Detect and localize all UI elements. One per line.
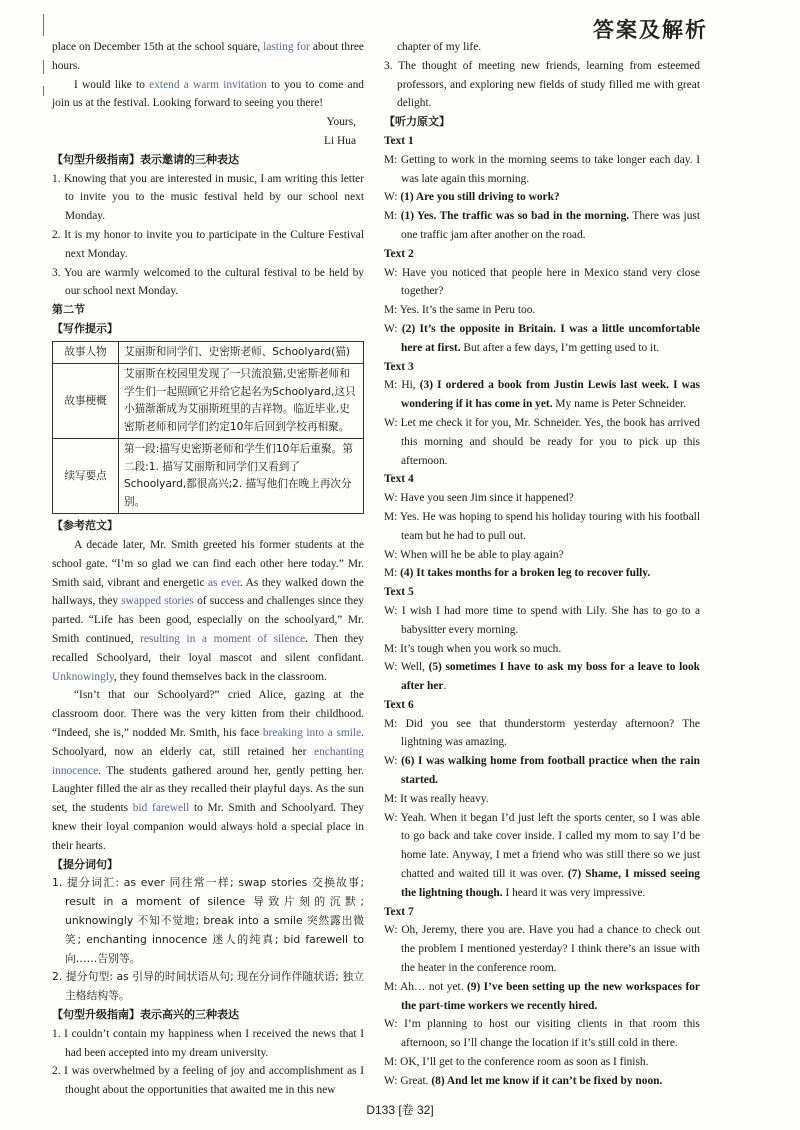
dialogue-line — [384, 715, 700, 753]
listening-transcript — [384, 132, 700, 1091]
text-run: W: Have you seen Jim since it happened? — [384, 492, 574, 505]
happy-list — [52, 1025, 364, 1100]
text-heading: Text 1 — [384, 134, 414, 147]
text-run: M: — [384, 210, 401, 223]
dialogue-line — [384, 207, 700, 245]
list-item: 3. You are warmly welcomed to the cultural festival to be held by our school next Monday. — [52, 266, 364, 298]
table-value: 艾丽斯在校园里发现了一只流浪猫,史密斯老师和学生们一起照顾它并给它起名为Schoolyard,这只小猫渐渐成为艾丽斯班里的吉祥物。临近毕业,史密斯老师和同学们约定10年后回到学校再相聚。 — [119, 364, 364, 439]
text-run: . Schoolyard, now an elderly cat, still retained her — [52, 727, 364, 758]
text-run: M: OK, I’ll get to the conference room as soon as I finish. — [384, 1056, 649, 1069]
highlight-phrase: swapped stories — [121, 595, 194, 608]
dialogue-line — [384, 489, 700, 508]
text-run: , they found themselves back in the classroom. — [113, 670, 327, 683]
letter-signature: Li Hua — [324, 134, 356, 147]
text-heading: Text 7 — [384, 905, 414, 918]
highlight-phrase: as ever — [208, 576, 240, 589]
dialogue-line — [384, 921, 700, 977]
dialogue-line — [384, 301, 700, 320]
dialogue-line — [384, 508, 700, 546]
table-row — [53, 341, 364, 364]
dialogue-line — [384, 414, 700, 470]
text-heading: Text 2 — [384, 247, 414, 260]
letter-paragraph: I would like to extend a warm invitation to you to come and join us at the festival. Looking forward to seeing you there! — [52, 78, 364, 110]
text-run: W: Let me check it for you, Mr. Schneider. Yes, the book has arrived this morning and should be ready for you to pick up this afternoon. — [384, 416, 700, 467]
left-column — [52, 38, 364, 1100]
text-run: A decade later, Mr. Smith greeted his former students at the school gate. “I’m so glad we can find each other here today.” Mr. Smith said, vibrant and energetic — [52, 539, 364, 589]
letter-closing: Yours, — [326, 116, 356, 129]
dialogue-line — [384, 640, 700, 659]
text-run: W: Oh, Jeremy, there you are. Have you had a chance to check out the problem I mentioned yesterday? I think there’s an issue with the heater in the conference room. — [384, 924, 700, 975]
text-run: M: — [384, 567, 401, 580]
text-run: M: Hi, — [384, 379, 420, 392]
text-run: . The students gathered around her, gently petting her. Laughter filled the air as they recalled their playful days. As the sun set, the students — [52, 764, 364, 815]
continued-line: chapter of my life. — [397, 41, 482, 53]
header-title: 答案及解析 — [593, 18, 708, 42]
writing-tips-table — [52, 341, 364, 515]
text-run: W: I’m planning to host our visiting clients in that room this afternoon, so I’ll change the location if it’s still cold in there. — [384, 1018, 700, 1050]
dialogue-line — [384, 546, 700, 565]
text-run: . Then they recalled Schoolyard, their loyal mascot and silent confidant. — [52, 633, 364, 664]
dialogue-line — [384, 151, 700, 189]
text-heading: Text 4 — [384, 473, 414, 486]
text-run: “Isn’t that our Schoolyard?” cried Alice, gazing at the classroom door. There was the very kitten from their childhood. “Indeed, she is,” nodded Mr. Smith, his face — [52, 689, 364, 740]
section-title: 【句型升级指南】表示邀请的三种表达 — [52, 152, 239, 166]
text-run: M: Ah… not yet. — [384, 980, 467, 993]
section-title: 【提分词句】 — [52, 857, 118, 871]
table-row — [53, 439, 364, 514]
text-run: . — [443, 680, 447, 693]
dialogue-line — [384, 188, 700, 207]
list-item: 1. I couldn’t contain my happiness when I received the news that I had been accepted into my dream university. — [52, 1027, 364, 1059]
writing-tips-title: 【写作提示】 — [52, 321, 118, 335]
answer-text: (8) And let me know if it can’t be fixed by noon. — [431, 1074, 663, 1087]
text-run: There was just one traffic jam after another on the road. — [401, 210, 700, 241]
page-edge-line — [43, 14, 44, 36]
text-run: . As they walked down the hallways, they — [52, 576, 364, 608]
list-item: 2. I was overwhelmed by a feeling of joy and accomplishment as I thought about the opportunities that awaited me in this new — [52, 1065, 364, 1097]
text-heading: Text 5 — [384, 586, 414, 599]
text-run: M: Yes. He was hoping to spend his holiday touring with his football team but he had to pull out. — [384, 510, 700, 542]
section-part-title: 第二节 — [52, 303, 85, 317]
answer-text: (1) Yes. The traffic was so bad in the morning. — [400, 210, 630, 223]
text-heading: Text 6 — [384, 698, 414, 711]
dialogue-line — [384, 809, 700, 903]
dialogue-line — [384, 978, 700, 1016]
text-run: to Mr. Smith and Schoolyard. They knew their loyal companion would always hold a special place in their hearts. — [52, 802, 365, 852]
text-run: M: Getting to work in the morning seems to take longer each day. I was late again this morning. — [384, 153, 700, 185]
highlight-phrase: Unknowingly — [52, 670, 114, 683]
list-item: 2. It is my honor to invite you to participate in the Culture Festival next Monday. — [52, 228, 364, 260]
text-run: My name is Peter Schneider. — [552, 398, 687, 411]
text-run: M: It’s tough when you work so much. — [384, 642, 562, 655]
dialogue-line — [384, 376, 700, 414]
table-key: 故事人物 — [53, 341, 119, 364]
table-key: 续写要点 — [53, 439, 119, 514]
dialogue-line — [384, 1015, 700, 1053]
answer-text: (9) I’ve been setting up the new workspaces for the part-time workers we recently hired. — [401, 980, 700, 1012]
table-key: 故事梗概 — [53, 364, 119, 439]
page-number: D133 [卷 32] — [366, 1103, 434, 1117]
text-run: M: Did you see that thunderstorm yesterday afternoon? The lightning was amazing. — [384, 717, 700, 749]
vocab-list — [52, 874, 364, 1006]
answer-text: (5) sometimes I have to ask my boss for a leave to look after her — [401, 661, 700, 693]
table-value: 第一段:描写史密斯老师和学生们10年后重聚。第二段:1. 描写艾丽斯和同学们又看到了Schoolyard,都很高兴;2. 描写他们在晚上再次分别。 — [119, 439, 364, 514]
dialogue-line — [384, 602, 700, 640]
answer-text: (7) Shame, I missed seeing the lightning though. — [401, 868, 700, 899]
highlight-phrase: breaking into a smile — [262, 727, 362, 740]
answer-text: (1) Are you still driving to work? — [400, 191, 560, 204]
highlight-phrase: resulting in a moment of silence — [140, 633, 306, 646]
dialogue-line — [384, 264, 700, 302]
text-run: M: It was really heavy. — [384, 792, 489, 805]
answer-text: (6) I was walking home from football practice when the rain started. — [401, 755, 701, 787]
text-run: W: When will he be able to play again? — [384, 548, 564, 561]
table-row — [53, 364, 364, 439]
essay-paragraph — [52, 686, 364, 855]
dialogue-line — [384, 752, 700, 790]
dialogue-line — [384, 790, 700, 809]
page-edge-line — [43, 86, 44, 96]
text-run: W: — [384, 191, 401, 204]
reference-title: 【参考范文】 — [52, 519, 118, 533]
highlight-phrase: bid farewell — [132, 802, 190, 815]
section-title: 【句型升级指南】表示高兴的三种表达 — [52, 1007, 239, 1021]
answer-text: (3) I ordered a book from Justin Lewis last week. I was wondering if it has come in yet. — [401, 379, 700, 411]
dialogue-line — [384, 1053, 700, 1072]
dialogue-line — [384, 1072, 700, 1091]
text-run: M: Yes. It’s the same in Peru too. — [384, 304, 536, 317]
text-run: W: Great. — [384, 1074, 432, 1087]
text-heading: Text 3 — [384, 360, 414, 373]
right-column — [384, 38, 700, 1091]
text-run: W: Have you noticed that people here in Mexico stand very close together? — [384, 266, 700, 298]
dialogue-line — [384, 320, 700, 358]
list-item: 1. Knowing that you are interested in music, I am writing this letter to invite you to the music festival held by our school next Monday. — [52, 172, 364, 223]
dialogue-line — [384, 564, 700, 583]
text-run: of success and challenges since they parted. “Life has been good, especially on the schoolyard,” Mr. Smith continued, — [52, 595, 364, 646]
table-value: 艾丽斯和同学们、史密斯老师、Schoolyard(猫) — [119, 341, 364, 364]
list-item: 1. 提分词汇: as ever 同往常一样; swap stories 交换故事; result in a moment of silence 导致片刻的沉默; unknowingly 不知不觉地; break into a smile 突然露出微笑; enchanting innocence 迷人的纯真; bid farewell to 向……告别等。 — [52, 876, 364, 965]
page-edge-line — [43, 60, 44, 74]
answer-text: (4) It takes months for a broken leg to recover fully. — [400, 567, 651, 580]
text-run: W: — [384, 755, 402, 768]
essay-paragraph — [52, 536, 364, 686]
answer-text: (2) It’s the opposite in Britain. I was a little uncomfortable here at first. — [401, 322, 701, 354]
text-run: W: I wish I had more time to spend with Lily. She has to go to a babysitter every morning. — [384, 604, 700, 636]
dialogue-line — [384, 658, 700, 696]
text-run: I heard it was very impressive. — [502, 886, 646, 899]
text-run: But after a few days, I’m getting used to it. — [460, 341, 660, 354]
text-run: W: — [384, 322, 402, 335]
list-item: 2. 提分句型: as 引导的时间状语从句; 现在分词作伴随状语; 独立主格结构等。 — [52, 970, 364, 1003]
text-run: W: Well, — [384, 661, 429, 674]
list-item: 3. The thought of meeting new friends, learning from esteemed professors, and exploring new fields of study filled me with great delight. — [384, 59, 700, 110]
listening-title: 【听力原文】 — [384, 115, 450, 129]
invite-list — [52, 170, 364, 302]
highlight-phrase: enchanting innocence — [52, 745, 364, 777]
letter-line: place on December 15th at the school square, lasting for about three hours. — [52, 41, 364, 72]
text-run: W: Yeah. When it began I’d just left the sports center, so I was able to go back and take cover inside. I called my mom to say I’d be home late. Anyway, I met a friend who was still there so we just chatted and waited till it was over. — [384, 811, 700, 881]
